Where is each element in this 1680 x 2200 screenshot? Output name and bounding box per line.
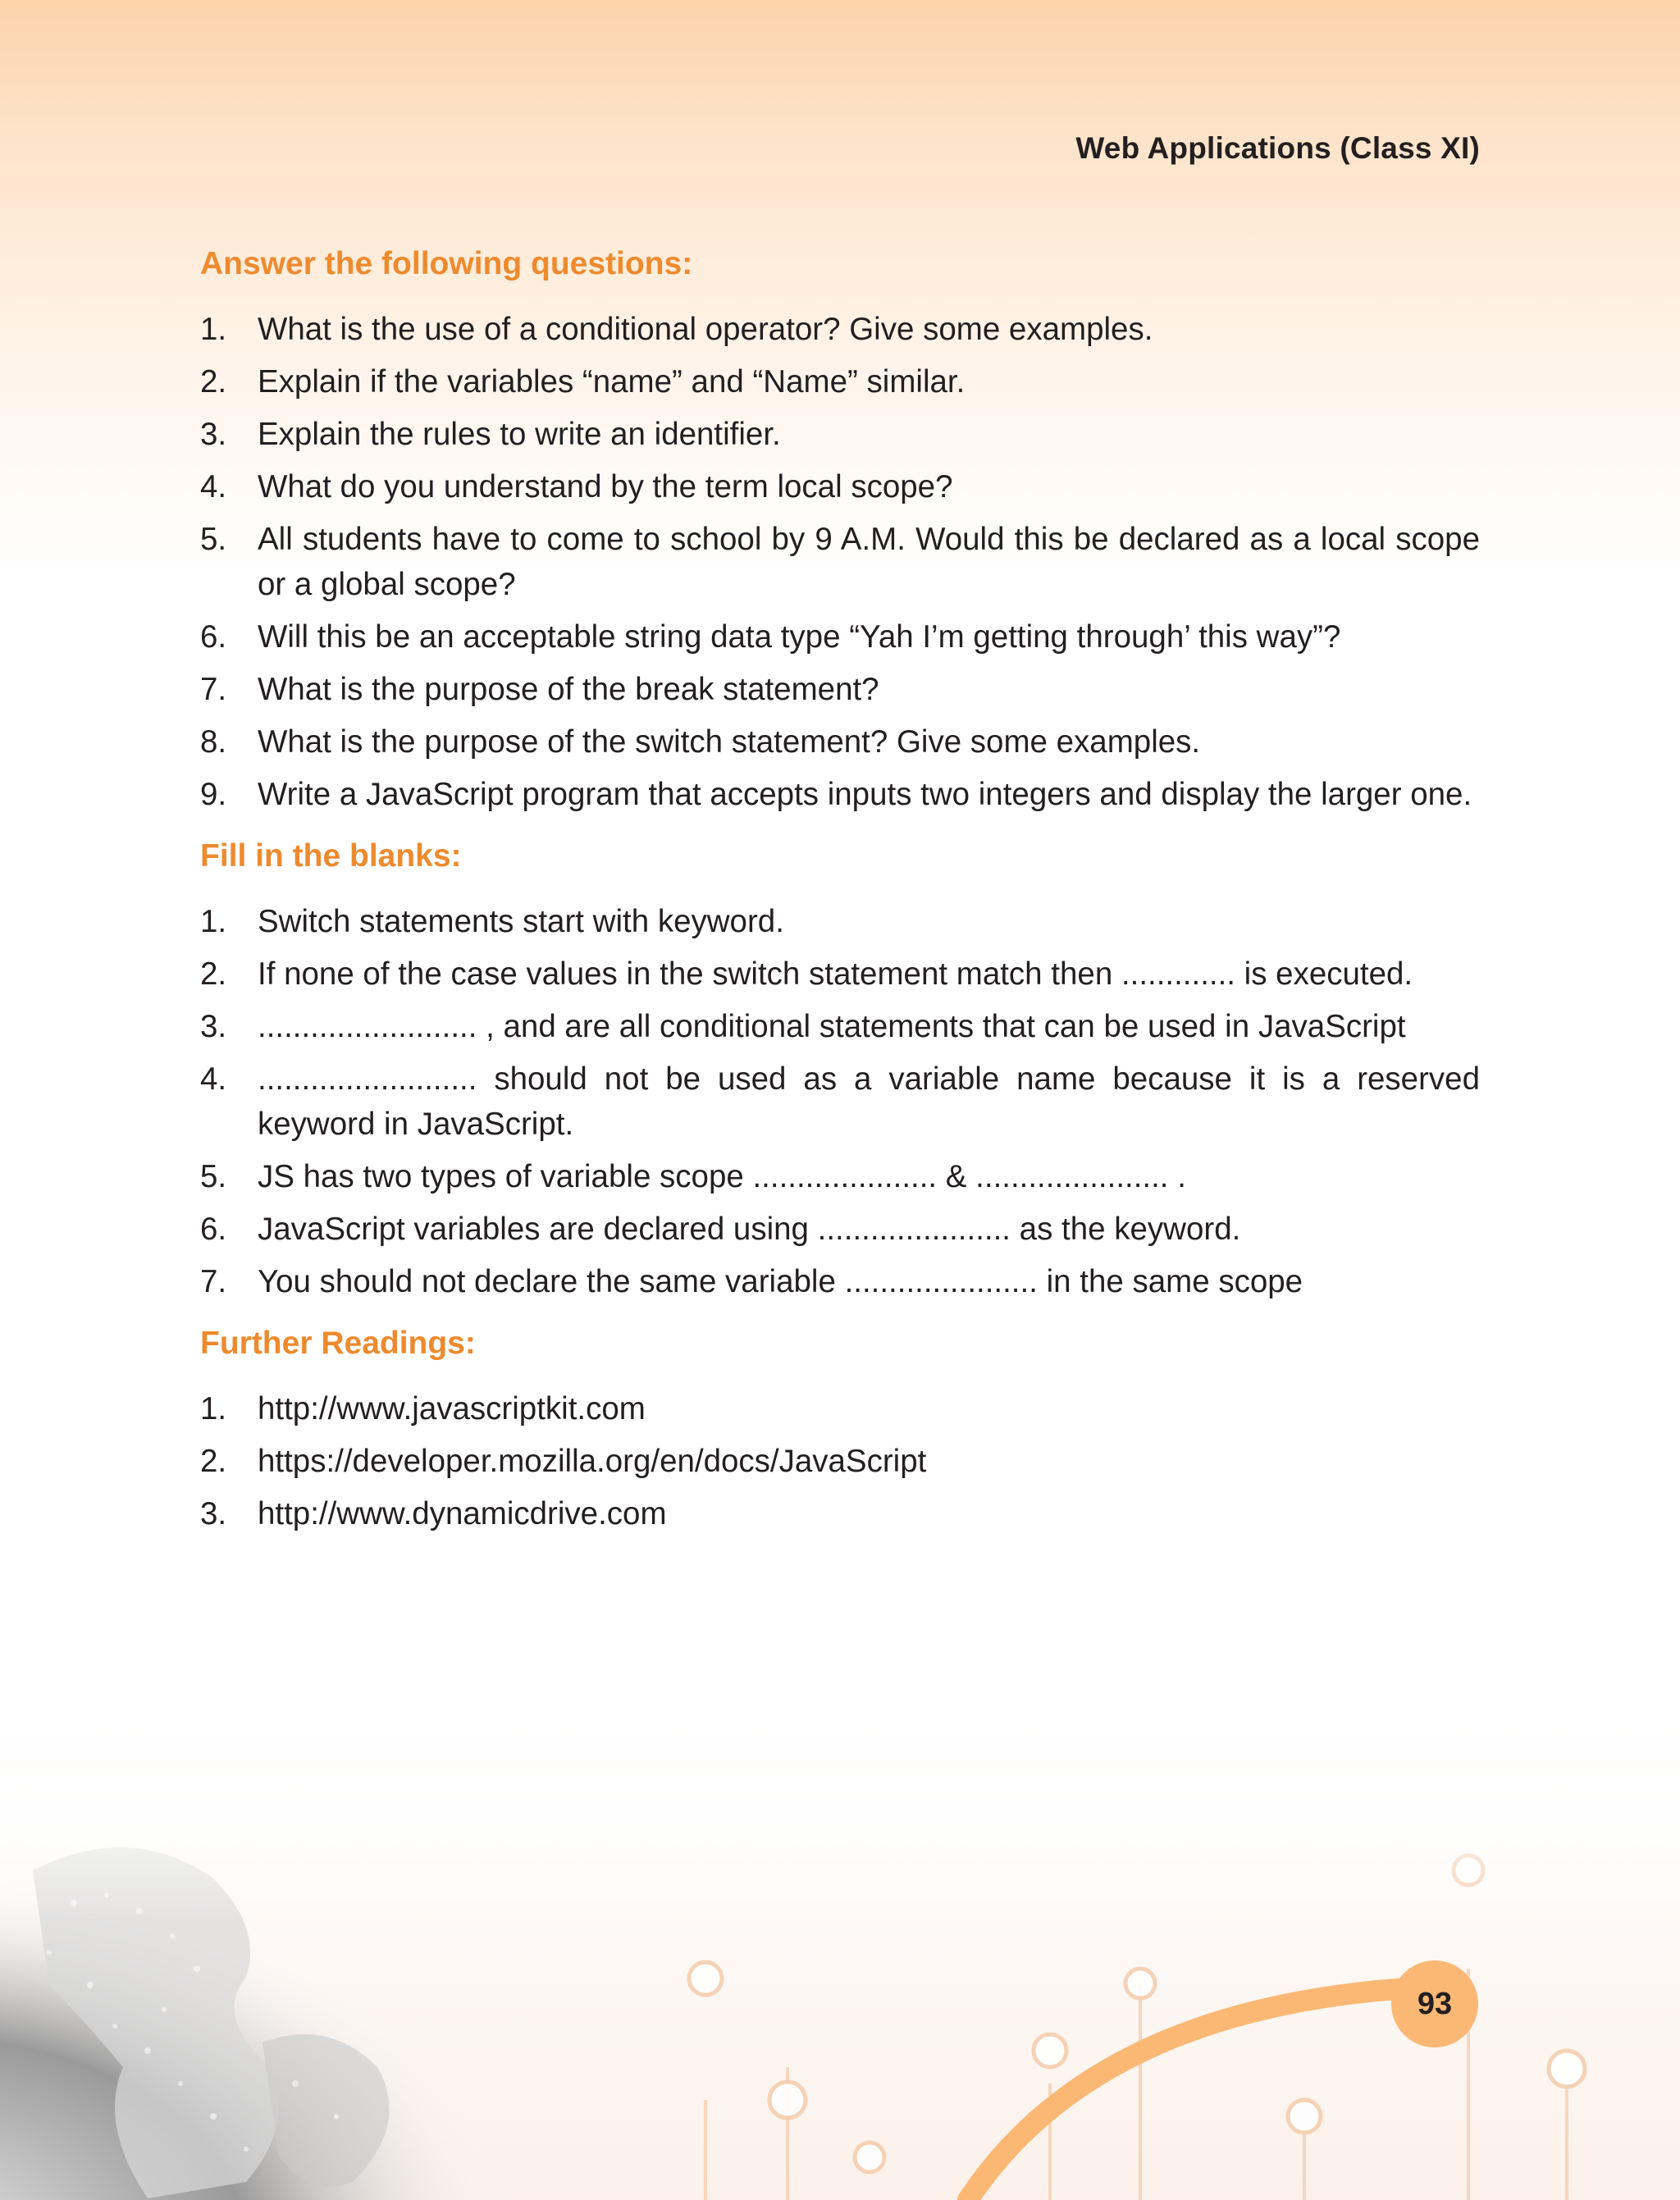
- list-item: [200, 614, 1480, 660]
- list-item: [200, 952, 1480, 997]
- fill-blanks-list: [200, 899, 1480, 1304]
- list-item: [200, 359, 1480, 404]
- item-number: 2.: [200, 364, 227, 399]
- item-text: Explain the rules to write an identifier.: [258, 417, 781, 452]
- question-list: [200, 307, 1480, 817]
- item-text: Switch statements start with keyword.: [258, 904, 784, 939]
- reading-link[interactable]: http://www.dynamicdrive.com: [258, 1496, 667, 1531]
- item-number: 1.: [200, 904, 227, 939]
- list-item: [200, 1154, 1480, 1199]
- item-number: 1.: [200, 312, 227, 347]
- item-text: What is the purpose of the break statement?: [258, 672, 879, 707]
- item-number: 2.: [200, 1444, 227, 1479]
- item-text: What is the use of a conditional operator? Give some examples.: [258, 312, 1153, 347]
- section-heading: Fill in the blanks:: [200, 838, 462, 874]
- item-number: 1.: [200, 1391, 227, 1426]
- item-number: 3.: [200, 1496, 227, 1531]
- item-number: 7.: [200, 1264, 227, 1299]
- reading-link[interactable]: https://developer.mozilla.org/en/docs/JavaScript: [258, 1444, 927, 1479]
- item-number: 6.: [200, 1212, 227, 1247]
- list-item: [200, 772, 1480, 817]
- item-text: All students have to come to school by 9 A.M. Would this be declared as a local scope or a global scope?: [258, 522, 1480, 602]
- page-number: 93: [1417, 1986, 1453, 2021]
- list-item: [200, 667, 1480, 712]
- item-text: What is the purpose of the switch statement? Give some examples.: [258, 724, 1201, 760]
- item-number: 7.: [200, 672, 227, 707]
- item-text: JavaScript variables are declared using ...................... as the keyword.: [258, 1212, 1241, 1247]
- item-number: 3.: [200, 1009, 227, 1044]
- list-item: [200, 307, 1480, 352]
- item-number: 2.: [200, 956, 227, 992]
- item-text: What do you understand by the term local scope?: [258, 469, 953, 504]
- item-text: Explain if the variables “name” and “Name” similar.: [258, 364, 966, 399]
- item-number: 4.: [200, 1061, 227, 1097]
- section-fill-blanks: [200, 835, 1480, 1304]
- list-item: [200, 1259, 1480, 1304]
- section-answer-questions: [200, 243, 1480, 817]
- item-text: If none of the case values in the switch statement match then ............. is executed.: [258, 956, 1413, 992]
- page-number-badge: [1391, 1960, 1478, 2047]
- section-heading: Answer the following questions:: [200, 246, 693, 281]
- section-further-readings: [200, 1322, 1480, 1536]
- item-number: 8.: [200, 724, 227, 760]
- readings-list: [200, 1386, 1480, 1536]
- item-text: You should not declare the same variable ...................... in the same scope: [258, 1264, 1303, 1299]
- item-text: ......................... should not be used as a variable name because it is a reserved keyword in JavaScript.: [258, 1061, 1480, 1142]
- list-item: [200, 1004, 1480, 1049]
- item-number: 5.: [200, 522, 227, 557]
- item-number: 6.: [200, 619, 227, 655]
- running-header-title: Web Applications (Class XI): [1075, 131, 1480, 165]
- item-number: 4.: [200, 469, 227, 504]
- list-item: [200, 1207, 1480, 1252]
- list-item: [200, 412, 1480, 457]
- item-text: JS has two types of variable scope ..................... & ...................... .: [258, 1159, 1186, 1194]
- section-heading: Further Readings:: [200, 1326, 476, 1361]
- list-item: [200, 1491, 1480, 1536]
- item-number: 3.: [200, 417, 227, 452]
- list-item: [200, 1386, 1480, 1431]
- item-text: Will this be an acceptable string data type “Yah I’m getting through’ this way”?: [258, 619, 1341, 655]
- item-number: 5.: [200, 1159, 227, 1194]
- page-content: [200, 243, 1480, 1554]
- item-text: ......................... , and are all conditional statements that can be used in JavaScript: [258, 1009, 1406, 1044]
- list-item: [200, 517, 1480, 607]
- list-item: [200, 464, 1480, 509]
- list-item: [200, 1057, 1480, 1147]
- item-text: Write a JavaScript program that accepts inputs two integers and display the larger one.: [258, 777, 1472, 812]
- list-item: [200, 1439, 1480, 1484]
- reading-link[interactable]: http://www.javascriptkit.com: [258, 1391, 646, 1426]
- item-number: 9.: [200, 777, 227, 812]
- list-item: [200, 899, 1480, 944]
- list-item: [200, 719, 1480, 765]
